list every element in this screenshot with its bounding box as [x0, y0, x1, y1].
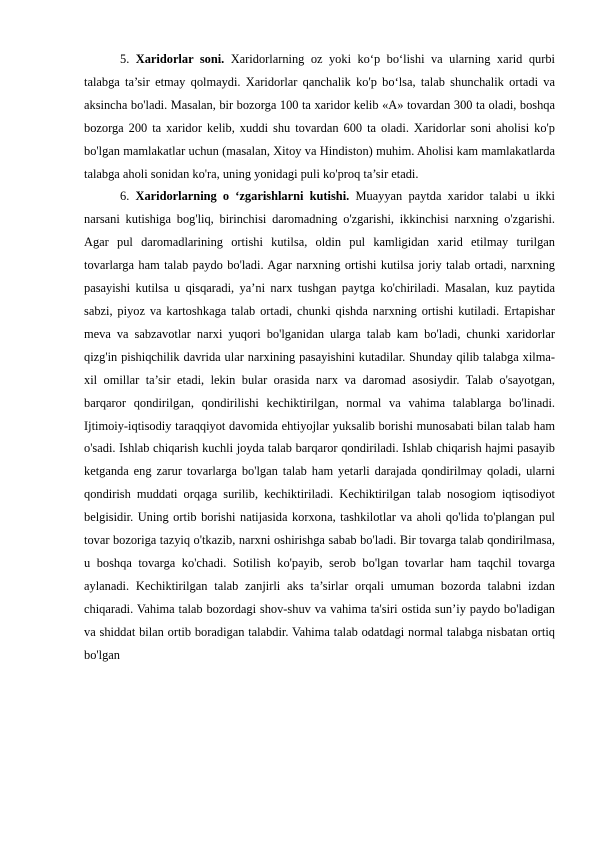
- paragraph-body: Xaridorlarning oz yoki ko‘p bo‘lishi va ularning xarid qurbi talabga ta’sir etmay qolmaydi. Xaridorlar qanchalik ko'p bo‘lsa, talab shunchalik ortadi va aksincha bo'ladi. Masalan, bir bozorga 100 ta xaridor kelib «A» tovardan 300 ta oladi, boshqa bozorga 200 ta xaridor kelib, xuddi shu tovardan 600 ta oladi. Xaridorlar soni aholisi ko'p bo'lgan mamlakatlar uchun (masalan, Xitoy va Hindiston) muhim. Aholisi kam mamlakatlarda talabga aholi sonidan ko'ra, uning yonidagi puli ko'proq ta’sir etadi.: [84, 52, 555, 181]
- document-page: [84, 48, 555, 666]
- paragraph-heading: Xaridorlarning o ‘zgarishlarni kutishi.: [135, 189, 350, 204]
- paragraph-number: 5.: [120, 52, 130, 66]
- paragraph-body: Muayyan paytda xaridor talabi u ikki narsani kutishiga bog'liq, birinchisi daromadning o'zgarishi, ikkinchisi narxning o'zgarishi. Agar pul daromadlarining ortishi kutilsa, oldin pul kamligidan xarid etilmay turilgan tovarlarga ham talab paydo bo'ladi. Agar narxning ortishi kutilsa joriy talab ortadi, narxning pasayishi kutilsa u qisqaradi, ya’ni narx tushgan paytga ko'chiriladi. Masalan, kuz paytida sabzi, piyoz va kartoshkaga talab ortadi, chunki qishda narxning ortishi kutiladi. Ertapishar meva va sabzavotlar narxi yuqori bo'lganidan ularga talab kam bo'ladi, chunki xaridorlar qizg'in pishiqchilik davrida ular narxining pasayishini kutadilar. Shunday qilib talabga xilma-xil omillar ta’sir etadi, lekin bular orasida narx va daromad asosiydir. Talab o'sayotgan, barqaror qondirilgan, qondirilishi kechiktirilgan, normal va vahima talablarga bo'linadi. Ijtimoiy-iqtisodiy taraqqiyot davomida ehtiyojlar yuksalib borishi munosabati bilan talab ham o'sadi. Ishlab chiqarish kuchli joyda talab barqaror qondiriladi. Ishlab chiqarish hajmi pasayib ketganda eng zarur tovarlarga bo'lgan talab ham yetarli darajada qondirilmay qoladi, ularni qondirish muddati orqaga surilib, kechiktiriladi. Kechiktirilgan talab nosogiom iqtisodiyot belgisidir. Uning ortib borishi natijasida korxona, tashkilotlar va aholi qo'lida to'plangan pul tovar bozoriga tazyiq o'tkazib, narxni oshirishga sabab bo'ladi. Bir tovarga talab qondirilmasa, u boshqa tovarga ko'chadi. Sotilish ko'payib, serob bo'lgan tovarlar ham taqchil tovarga aylanadi. Kechiktirilgan talab zanjirli aks ta’sirlar orqali umuman bozorda talabni izdan chiqaradi. Vahima talab bozordagi shov-shuv va vahima ta'siri ostida sun’iy paydo bo'ladigan va shiddat bilan ortib boradigan talabdir. Vahima talab odatdagi normal talabga nisbatan ortiq bo'lgan: [84, 189, 556, 662]
- paragraph-buyers-expectations: [84, 185, 555, 666]
- paragraph-buyers-count: [84, 48, 555, 185]
- paragraph-number: 6.: [120, 189, 130, 204]
- paragraph-heading: Xaridorlar soni.: [135, 52, 225, 66]
